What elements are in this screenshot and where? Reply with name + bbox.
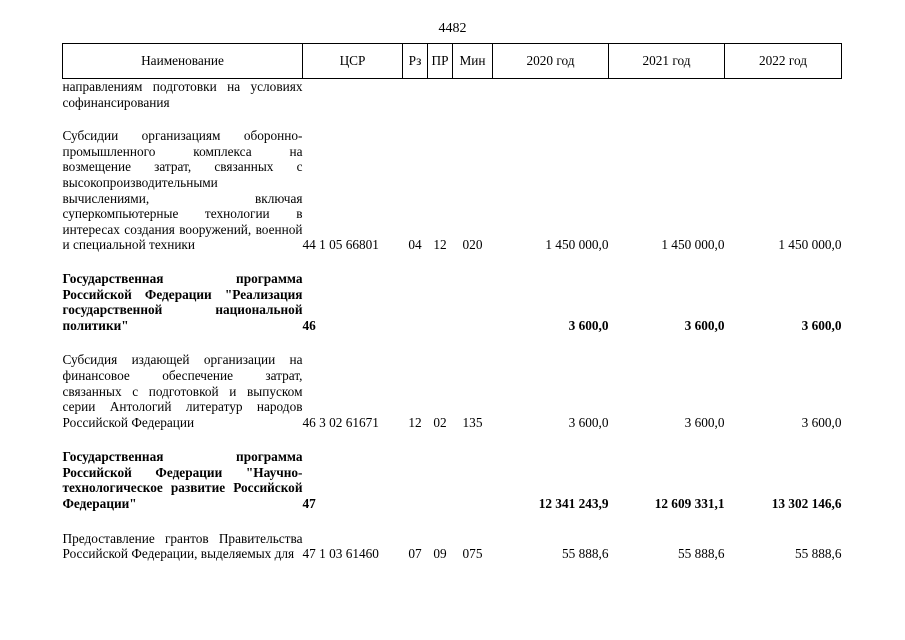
row-2020: 3 600,0 bbox=[568, 317, 609, 333]
row-name: Субсидия издающей организации на финансовое обеспечение затрат, связанных с подготовкой и выпуском серии Антологий литератур народов Российской Федерации bbox=[62, 352, 303, 430]
row-pr: 02 bbox=[433, 414, 447, 430]
row-csr: 46 3 02 61671 bbox=[302, 414, 379, 430]
row-pr bbox=[428, 271, 453, 333]
row-rz: 12 bbox=[408, 414, 422, 430]
row-rz: 04 bbox=[408, 237, 422, 253]
budget-table bbox=[62, 43, 842, 562]
table-header-row bbox=[63, 44, 842, 79]
row-name: Государственная программа Российской Федерации "Реализация государственной национальной политики" bbox=[62, 270, 303, 333]
header-name: Наименование bbox=[63, 44, 303, 79]
row-min bbox=[453, 79, 493, 111]
table-row bbox=[63, 128, 842, 253]
row-2021: 1 450 000,0 bbox=[661, 237, 725, 253]
row-spacer bbox=[63, 253, 842, 271]
table-row bbox=[63, 531, 842, 562]
row-csr: 44 1 05 66801 bbox=[302, 237, 379, 253]
row-2022 bbox=[725, 79, 842, 111]
row-csr: 47 bbox=[302, 496, 316, 512]
row-spacer bbox=[63, 333, 842, 352]
row-pr: 12 bbox=[433, 237, 447, 253]
row-min: 135 bbox=[462, 414, 483, 430]
row-rz bbox=[403, 449, 428, 511]
row-min: 020 bbox=[462, 237, 483, 253]
header-rz: Рз bbox=[403, 44, 428, 79]
row-spacer bbox=[63, 110, 842, 128]
row-2022: 13 302 146,6 bbox=[771, 496, 842, 512]
row-min bbox=[453, 271, 493, 333]
row-rz bbox=[403, 79, 428, 111]
row-pr bbox=[428, 79, 453, 111]
header-min: Мин bbox=[453, 44, 493, 79]
row-pr bbox=[428, 449, 453, 511]
row-2022: 3 600,0 bbox=[801, 414, 842, 430]
row-name: направлениям подготовки на условиях софинансирования bbox=[62, 79, 303, 110]
row-2021: 12 609 331,1 bbox=[654, 496, 725, 512]
row-2021 bbox=[609, 79, 725, 111]
header-2021: 2021 год bbox=[609, 44, 725, 79]
row-csr: 46 bbox=[302, 317, 316, 333]
row-spacer bbox=[63, 512, 842, 531]
row-2020: 12 341 243,9 bbox=[538, 496, 609, 512]
row-2020 bbox=[493, 79, 609, 111]
row-rz bbox=[403, 271, 428, 333]
header-2022: 2022 год bbox=[725, 44, 842, 79]
row-min: 075 bbox=[462, 546, 483, 562]
row-2021: 55 888,6 bbox=[677, 546, 725, 562]
header-pr: ПР bbox=[428, 44, 453, 79]
row-rz: 07 bbox=[408, 546, 422, 562]
row-name: Государственная программа Российской Федерации "Научно-технологическое развитие Российской Федерации" bbox=[62, 449, 303, 512]
row-name: Субсидии организациям оборонно-промышленного комплекса на возмещение затрат, связанных с высокопроизводительными вычислениями, включая суперкомпьютерные технологии в интересах создания вооружений, военной и специальной техники bbox=[62, 128, 303, 253]
row-pr: 09 bbox=[433, 546, 447, 562]
table-row bbox=[63, 79, 842, 111]
row-spacer bbox=[63, 430, 842, 449]
row-2020: 1 450 000,0 bbox=[545, 237, 609, 253]
row-2021: 3 600,0 bbox=[684, 414, 725, 430]
table-row bbox=[63, 352, 842, 430]
row-2020: 55 888,6 bbox=[561, 546, 609, 562]
table-row-program bbox=[63, 271, 842, 333]
row-2022: 1 450 000,0 bbox=[778, 237, 842, 253]
row-2022: 3 600,0 bbox=[801, 317, 842, 333]
header-csr: ЦСР bbox=[303, 44, 403, 79]
row-2021: 3 600,0 bbox=[684, 317, 725, 333]
table-row-program bbox=[63, 449, 842, 511]
row-min bbox=[453, 449, 493, 511]
row-2022: 55 888,6 bbox=[794, 546, 842, 562]
header-2020: 2020 год bbox=[493, 44, 609, 79]
row-2020: 3 600,0 bbox=[568, 414, 609, 430]
row-csr bbox=[303, 79, 403, 111]
row-name: Предоставление грантов Правительства Российской Федерации, выделяемых для bbox=[62, 530, 303, 562]
row-csr: 47 1 03 61460 bbox=[302, 546, 379, 562]
page-number: 4482 bbox=[438, 21, 467, 36]
